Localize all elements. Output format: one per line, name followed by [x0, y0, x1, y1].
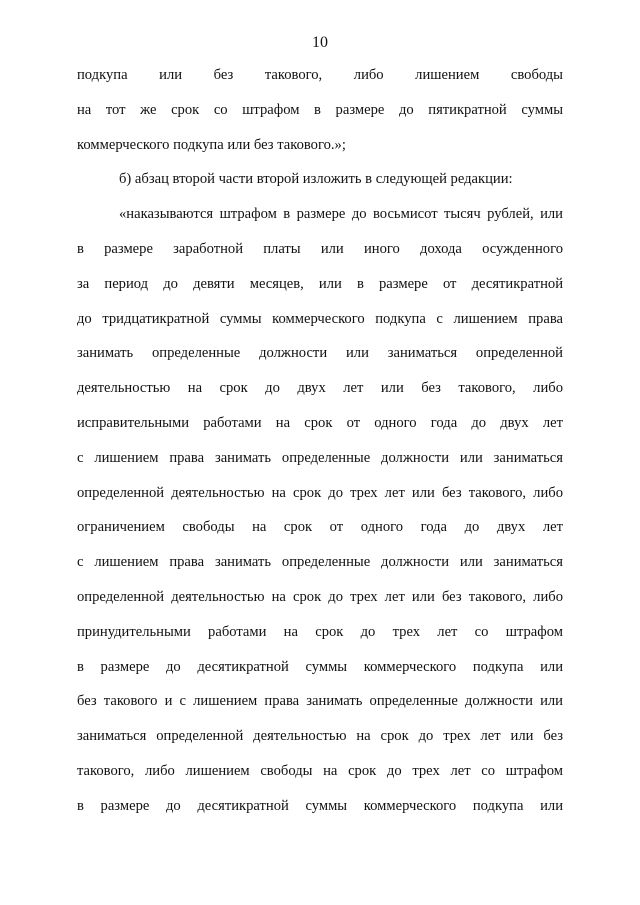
text-line: занимать определенные должности или заниматься определенной: [77, 345, 563, 362]
text-line: на тот же срок со штрафом в размере до пятикратной суммы: [77, 101, 563, 118]
text-line: без такового и с лишением права занимать определенные должности или: [77, 693, 563, 710]
text-line: с лишением права занимать определенные должности или заниматься: [77, 554, 563, 571]
text-line: заниматься определенной деятельностью на срок до трех лет или без: [77, 728, 563, 745]
text-line: коммерческого подкупа или без такового.»;: [77, 136, 346, 153]
text-line: с лишением права занимать определенные должности или заниматься: [77, 449, 563, 466]
text-line: подкупа или без такового, либо лишением свободы: [77, 67, 563, 83]
text-line: в размере до десятикратной суммы коммерческого подкупа или: [77, 658, 563, 675]
text-line: за период до девяти месяцев, или в размере от десятикратной: [77, 275, 563, 292]
text-line: ограничением свободы на срок от одного года до двух лет: [77, 519, 563, 536]
page-number: 10: [312, 34, 328, 51]
text-line: определенной деятельностью на срок до трех лет или без такового, либо: [77, 484, 563, 501]
text-line: исправительными работами на срок от одного года до двух лет: [77, 414, 563, 431]
text-line: принудительными работами на срок до трех лет со штрафом: [77, 623, 563, 640]
text-line: деятельностью на срок до двух лет или без такового, либо: [77, 380, 563, 397]
document-body: [77, 65, 563, 831]
text-line: в размере заработной платы или иного дохода осужденного: [77, 240, 563, 257]
text-line: определенной деятельностью на срок до трех лет или без такового, либо: [77, 588, 563, 605]
text-line: такового, либо лишением свободы на срок до трех лет со штрафом: [77, 762, 563, 779]
text-line: «наказываются штрафом в размере до восьмисот тысяч рублей, или: [119, 206, 563, 223]
text-line: б) абзац второй части второй изложить в следующей редакции:: [119, 171, 513, 188]
text-line: до тридцатикратной суммы коммерческого подкупа с лишением права: [77, 310, 563, 327]
text-line: в размере до десятикратной суммы коммерческого подкупа или: [77, 797, 563, 814]
